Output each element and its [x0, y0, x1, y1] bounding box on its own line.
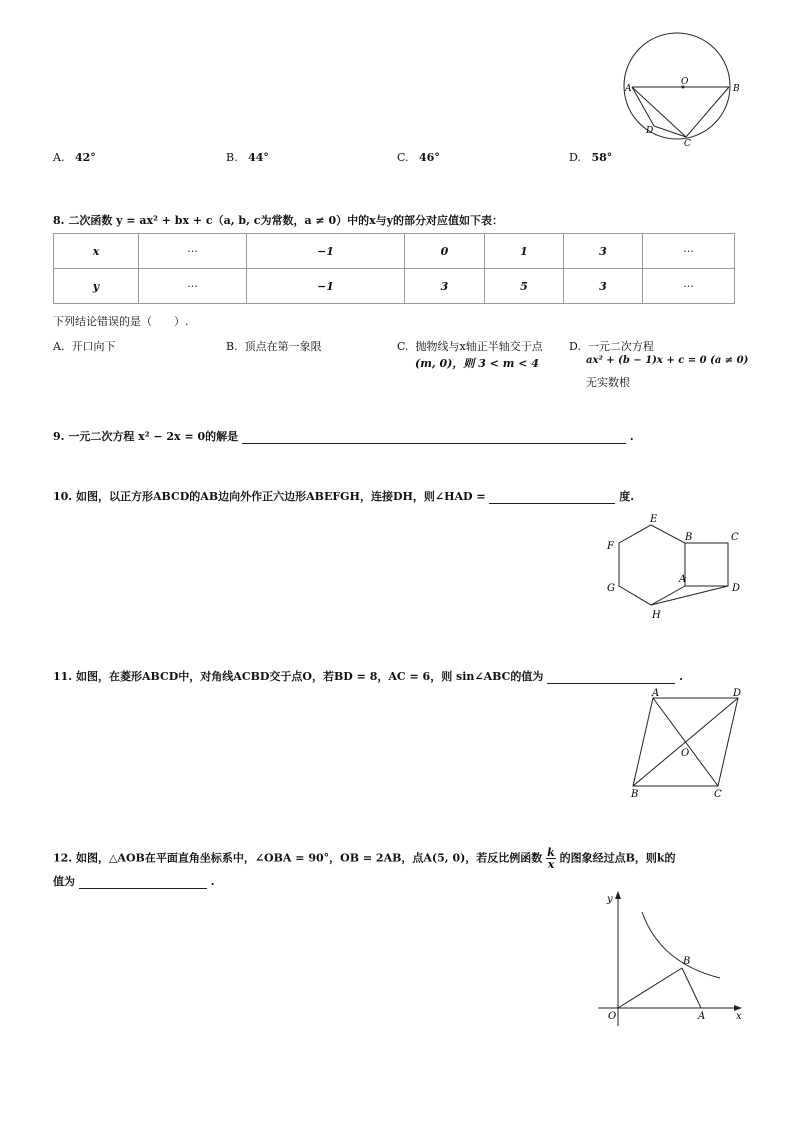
- q12-line1: [53, 847, 676, 870]
- circle-outline: [624, 33, 730, 139]
- table-cell: ···: [139, 234, 247, 269]
- segment-ob: [618, 968, 682, 1008]
- table-row: [54, 269, 735, 304]
- label-d: D: [646, 126, 654, 136]
- q11-stem: 11. 如图，在菱形ABCD中，对角线ACBD交于点O，若BD = 8，AC = 6，则 sin∠ABC的值为: [53, 670, 544, 683]
- q7-option-b: B. 44°: [226, 151, 269, 164]
- q12-stem-part2: 的图象经过点B，则k的: [559, 851, 676, 865]
- q7-option-c-text: 46°: [419, 151, 440, 164]
- q12-answer-blank[interactable]: [79, 877, 207, 889]
- q8-option-a: A. 开口向下: [53, 340, 116, 353]
- q9-stem: 9. 一元二次方程 x² − 2x = 0的解是: [53, 430, 239, 443]
- q7-option-c: C. 46°: [397, 151, 440, 164]
- label-c: C: [714, 789, 722, 800]
- q10: 10. 如图，以正方形ABCD的AB边向外作正六边形ABEFGH，连接DH，则∠HAD = 度.: [53, 490, 635, 503]
- q9: 9. 一元二次方程 x² − 2x = 0的解是 .: [53, 430, 634, 443]
- table-row: [54, 234, 735, 269]
- q7-option-d-text: 58°: [591, 151, 613, 164]
- diagonal-bd: [633, 698, 738, 786]
- table-cell: 0: [405, 234, 485, 269]
- q12-line2: 值为 .: [53, 875, 215, 888]
- q11: 11. 如图，在菱形ABCD中，对角线ACBD交于点O，若BD = 8，AC = 6，则 sin∠ABC的值为 .: [53, 670, 683, 683]
- label-b: B: [685, 532, 693, 543]
- q11-answer-blank[interactable]: [547, 672, 675, 684]
- table-cell: ···: [139, 269, 247, 304]
- table-cell: −1: [247, 234, 405, 269]
- q7-option-d: D. 58°: [569, 151, 613, 164]
- chord-ac: [632, 87, 686, 137]
- label-e: E: [650, 514, 658, 525]
- y-axis-arrow-icon: [615, 891, 621, 899]
- table-cell: 3: [405, 269, 485, 304]
- table-cell: 3: [564, 234, 643, 269]
- label-b: B: [631, 789, 639, 800]
- label-c: C: [684, 139, 691, 149]
- q7-option-b-text: 44°: [248, 151, 269, 164]
- q10-stem: 10. 如图，以正方形ABCD的AB边向外作正六边形ABEFGH，连接DH，则∠HAD =: [53, 490, 486, 503]
- q8-option-d: D. 一元二次方程: [569, 340, 654, 353]
- q12-coordinate-figure: [598, 888, 748, 1033]
- table-cell: 3: [564, 269, 643, 304]
- label-d: D: [733, 688, 742, 699]
- q8-option-b: B. 顶点在第一象限: [226, 340, 322, 353]
- q7-option-a: A. 42°: [53, 151, 96, 164]
- label-a: A: [625, 84, 632, 94]
- segment-dh: [651, 586, 728, 605]
- label-f: F: [607, 541, 614, 552]
- q8-option-c: C. 抛物线与x轴正半轴交于点: [397, 340, 543, 353]
- q7-option-a-text: 42°: [74, 151, 96, 164]
- segment-ba: [682, 968, 701, 1008]
- q9-answer-blank[interactable]: [242, 432, 626, 444]
- label-a: A: [652, 688, 660, 699]
- q12-fraction: $\frac{k}{x}$: [547, 846, 555, 871]
- square: [685, 543, 728, 586]
- label-b: B: [733, 84, 740, 94]
- label-a: A: [698, 1011, 706, 1022]
- q8-question: 下列结论错误的是（ ）.: [53, 315, 189, 328]
- q7-circle-figure: [620, 30, 750, 150]
- q8-stem: 8. 二次函数 y = ax² + bx + c（a, b, c为常数，a ≠ 0）中的x与y的部分对应值如下表：: [53, 214, 504, 227]
- q10-hexagon-figure: [600, 510, 750, 625]
- q10-answer-blank[interactable]: [489, 492, 615, 504]
- table-cell: ···: [643, 269, 735, 304]
- table-cell: ···: [643, 234, 735, 269]
- q12-stem-part1: 12. 如图，△AOB在平面直角坐标系中，∠OBA = 90°，OB = 2AB，点A(5, 0)，若反比例函数: [53, 851, 543, 865]
- label-o: O: [608, 1011, 617, 1022]
- label-c: C: [731, 532, 739, 543]
- label-h: H: [652, 610, 661, 621]
- q11-rhombus-figure: [622, 686, 752, 801]
- table-cell: −1: [247, 269, 405, 304]
- table-cell: x: [54, 234, 139, 269]
- q8-option-d-line3: 无实数根: [586, 376, 630, 389]
- label-y: y: [607, 894, 613, 905]
- label-b: B: [683, 956, 691, 967]
- label-g: G: [607, 583, 615, 594]
- label-o: O: [681, 77, 689, 87]
- table-cell: 1: [485, 234, 564, 269]
- table-cell: y: [54, 269, 139, 304]
- label-x: x: [736, 1011, 742, 1022]
- q8-option-c-line2: (m, 0)，则 3 < m < 4: [415, 357, 539, 370]
- label-o: O: [681, 748, 690, 759]
- label-a: A: [679, 574, 687, 585]
- q8-value-table: [53, 233, 735, 304]
- q8-option-d-line2: ax² + (b − 1)x + c = 0 (a ≠ 0): [586, 355, 749, 366]
- label-d: D: [732, 583, 741, 594]
- hexagon: [619, 525, 685, 605]
- table-cell: 5: [485, 269, 564, 304]
